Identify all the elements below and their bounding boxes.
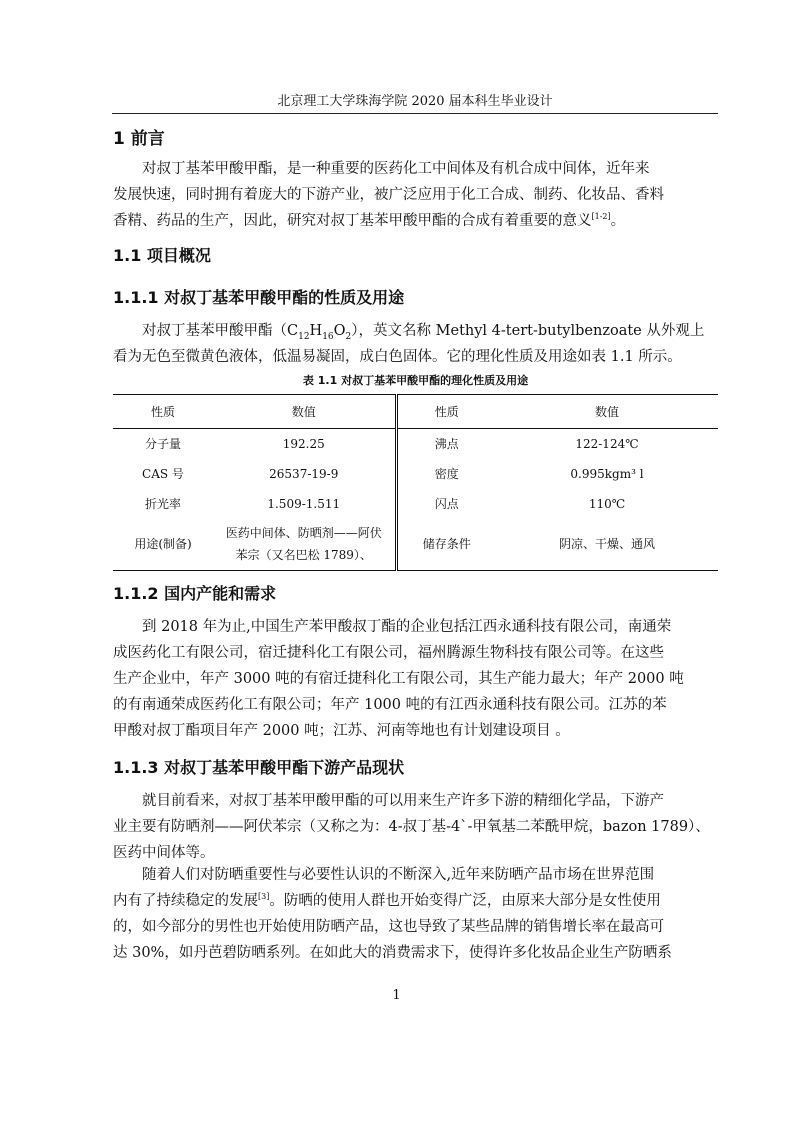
column-header: 性质 <box>396 395 496 429</box>
section-title-introduction: 1 前言 <box>113 129 165 149</box>
paragraph-line: 随着人们对防晒重要性与必要性认识的不断深入,近年来防晒产品市场在世界范围 <box>142 867 655 883</box>
table-cell: 用途(制备) <box>113 519 213 571</box>
table-cell: 192.25 <box>282 436 325 451</box>
paragraph-line: 就目前看来，对叔丁基苯甲酸甲酯的可以用来生产许多下游的精细化学品，下游产 <box>142 793 664 809</box>
paragraph-line <box>113 208 718 234</box>
properties-paragraph <box>113 318 718 370</box>
table-cell: 分子量 <box>144 436 181 451</box>
paragraph-line <box>113 888 718 914</box>
paragraph-line: 医药中间体等。 <box>113 845 215 861</box>
paragraph-text: O <box>333 323 346 339</box>
section-title-capacity-demand: 1.1.2 国内产能和需求 <box>113 584 277 603</box>
paragraph-text: 内有了持续稳定的发展 <box>113 893 258 909</box>
table-cell: 110℃ <box>588 496 626 511</box>
paragraph-line: 的有南通荣成医药化工有限公司；年产 1000 吨的有江西永通科技有限公司。江苏的苯 <box>113 697 667 713</box>
section-title-downstream: 1.1.3 对叔丁基苯甲酸甲酯下游产品现状 <box>113 758 405 777</box>
subscript: 2 <box>345 331 352 342</box>
paragraph-text: H <box>309 323 323 339</box>
column-header: 数值 <box>496 395 718 429</box>
subscript: 12 <box>298 331 310 342</box>
citation: [1-2] <box>591 212 611 222</box>
paragraph-line: 达 30%，如丹芭碧防晒系列。在如此大的消费需求下，使得许多化妆品企业生产防晒系 <box>113 945 672 961</box>
paragraph-line: 成医药化工有限公司，宿迁捷科化工有限公司，福州腾源生物科技有限公司等。在这些 <box>113 645 664 661</box>
paragraph-text: 。 <box>610 213 626 229</box>
table-cell: 储存条件 <box>396 519 496 571</box>
column-header: 性质 <box>113 395 213 429</box>
table-cell: 0.995kgm³ l <box>570 466 644 481</box>
cell-line: 医药中间体、防晒剂——阿伏 <box>225 526 382 541</box>
table-cell: 26537-19-9 <box>269 466 339 481</box>
table-cell: 沸点 <box>396 429 496 459</box>
paragraph-line: 的，如今部分的男性也开始使用防晒产品，这也导致了某些品牌的销售增长率在最高可 <box>113 919 664 935</box>
table-row <box>113 489 718 519</box>
paragraph-text: ），英文名称 Methyl 4-tert-butylbenzoate 从外观上 <box>351 323 705 339</box>
column-header: 数值 <box>213 395 396 429</box>
paragraph-line: 对叔丁基苯甲酸甲酯，是一种重要的医药化工中间体及有机合成中间体，近年来 <box>142 161 650 177</box>
table-cell: 密度 <box>396 459 496 489</box>
paragraph-line: 业主要有防晒剂——阿伏苯宗（又称之为：4-叔丁基-4`-甲氧基二苯酰甲烷，bazon 1789）、 <box>113 819 710 835</box>
capacity-paragraph <box>113 614 718 744</box>
subscript: 16 <box>322 331 334 342</box>
table-cell: 阴凉、干燥、通风 <box>496 519 718 571</box>
downstream-paragraph <box>113 788 718 866</box>
table-row <box>113 459 718 489</box>
intro-paragraph <box>113 156 718 234</box>
paragraph-text: 。防晒的使用人群也开始变得广泛，由原来大部分是女性使用 <box>269 893 661 909</box>
table-row <box>113 429 718 459</box>
table-cell: 1.509-1.511 <box>267 496 341 511</box>
table-cell: CAS 号 <box>142 466 184 481</box>
table-cell: 折光率 <box>144 496 181 511</box>
paragraph-text: 对叔丁基苯甲酸甲酯（C <box>142 323 299 339</box>
sunscreen-paragraph <box>113 862 718 966</box>
page-header: 北京理工大学珠海学院 2020 届本科生毕业设计 <box>112 93 718 114</box>
paragraph-text: 香精、药品的生产，因此，研究对叔丁基苯甲酸甲酯的合成有着重要的意义 <box>113 213 592 229</box>
page-number: 1 <box>392 988 401 1003</box>
paragraph-line: 发展快速，同时拥有着庞大的下游产业，被广泛应用于化工合成、制药、化妆品、香料 <box>113 187 664 203</box>
table-caption: 表 1.1 对叔丁基苯甲酸甲酯的理化性质及用途 <box>302 374 529 387</box>
properties-table <box>113 394 718 571</box>
paragraph-line: 看为无色至微黄色液体，低温易凝固，成白色固体。它的理化性质及用途如表 1.1 所示。 <box>113 349 682 365</box>
table-cell <box>213 519 396 571</box>
paragraph-line: 到 2018 年为止,中国生产苯甲酸叔丁酯的企业包括江西永通科技有限公司，南通荣 <box>142 619 672 635</box>
paragraph-line: 生产企业中，年产 3000 吨的有宿迁捷科化工有限公司，其生产能力最大；年产 2000 吨 <box>113 671 684 687</box>
table-cell: 122-124℃ <box>575 436 639 451</box>
paragraph-line <box>113 318 718 344</box>
cell-line: 苯宗（又名巴松 1789）、 <box>235 548 372 563</box>
table-cell: 闪点 <box>396 489 496 519</box>
paragraph-line: 甲酸对叔丁酯项目年产 2000 吨；江苏、河南等地也有计划建设项目 。 <box>113 723 570 739</box>
table-header-row <box>113 395 718 429</box>
section-title-project-overview: 1.1 项目概况 <box>113 246 211 265</box>
table-row <box>113 519 718 571</box>
section-title-properties: 1.1.1 对叔丁基苯甲酸甲酯的性质及用途 <box>113 288 405 307</box>
citation: [3] <box>258 892 270 902</box>
